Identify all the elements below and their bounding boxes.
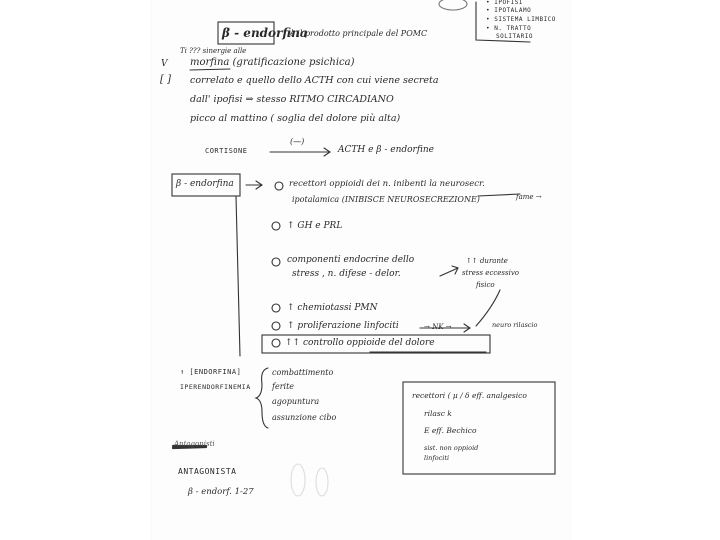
cortisone-label: CORTISONE <box>205 147 248 155</box>
top-list-item: • IPOTALAMO <box>486 7 532 14</box>
bracket-mark: [ ] <box>160 74 171 85</box>
info-box-line-3: E eff. Bechico <box>424 426 477 435</box>
recettori-line-1: recettori oppioidi dei n. inibenti la neurosecr. <box>289 179 485 189</box>
recettori-tail: fame → <box>516 193 542 201</box>
line-sinergie: Ti ??? sinergie alle <box>180 47 247 55</box>
line-correlato: correlato e quello dello ACTH con cui viene secreta <box>190 75 439 86</box>
top-list-item: • IPOFISI <box>486 0 524 6</box>
struck-word: Antagonisti <box>174 440 215 448</box>
info-box-line-2: rilasc k <box>424 409 452 418</box>
line-picco: picco al mattino ( soglia del dolore più alta) <box>190 113 401 124</box>
title-rest: è il prodotto principale del POMC <box>290 29 428 38</box>
top-list-item: • N. TRATTO <box>486 25 532 32</box>
stress-side-3: fisico <box>476 281 495 289</box>
gh-line: ↑ GH e PRL <box>287 221 343 231</box>
top-list-item: SOLITARIO <box>496 33 534 40</box>
naloxone-line: β - endorf. 1-27 <box>188 487 254 497</box>
chemiotassi-line: ↑ chemiotassi PMN <box>287 303 378 313</box>
box-endorfina-label: β - endorfina <box>176 179 234 189</box>
list-item: combattimento <box>272 368 334 377</box>
endorfina-caps: ↑ [ENDORFINA] <box>180 368 242 376</box>
info-box-line-1: recettori ( μ / δ eff. analgesico <box>412 391 527 400</box>
info-box-line-5: linfociti <box>424 454 450 462</box>
line-morfina: morfina (gratificazione psichica) <box>190 57 355 68</box>
iperendorfinemia: IPERENDORFINEMIA <box>180 383 251 391</box>
stress-side-2: stress eccessivo <box>462 269 520 277</box>
componenti-line-1: componenti endocrine dello <box>287 255 415 265</box>
list-item: ferite <box>272 382 295 391</box>
list-item: agopuntura <box>272 397 320 406</box>
antagonista-label: ANTAGONISTA <box>178 467 237 476</box>
nk-tail: neuro rilascio <box>492 321 538 329</box>
v-mark: V <box>161 59 168 69</box>
componenti-line-2: stress , n. difese - delor. <box>292 269 401 279</box>
minus-sign: (—) <box>290 137 305 146</box>
proliferazione-line: ↑ proliferazione linfociti <box>287 321 399 331</box>
controllo-line: ↑↑ controllo oppioide del dolore <box>285 338 435 348</box>
nk-arrow-label: → NK → <box>424 323 452 331</box>
top-list-item: • SISTEMA LIMBICO <box>486 16 556 23</box>
list-item: assunzione cibo <box>272 413 337 422</box>
acth-result: ACTH e β - endorfine <box>338 145 434 155</box>
stress-side-1: ↑↑ durante <box>466 257 508 265</box>
line-ipofisi: dall' ipofisi ⇒ stesso RITMO CIRCADIANO <box>190 94 394 105</box>
recettori-line-2: ipotalamica (INIBISCE NEUROSECREZIONE) <box>292 195 480 204</box>
title-word: β - endorfina <box>222 26 308 40</box>
info-box-line-4: sist. non oppioid <box>424 444 479 452</box>
